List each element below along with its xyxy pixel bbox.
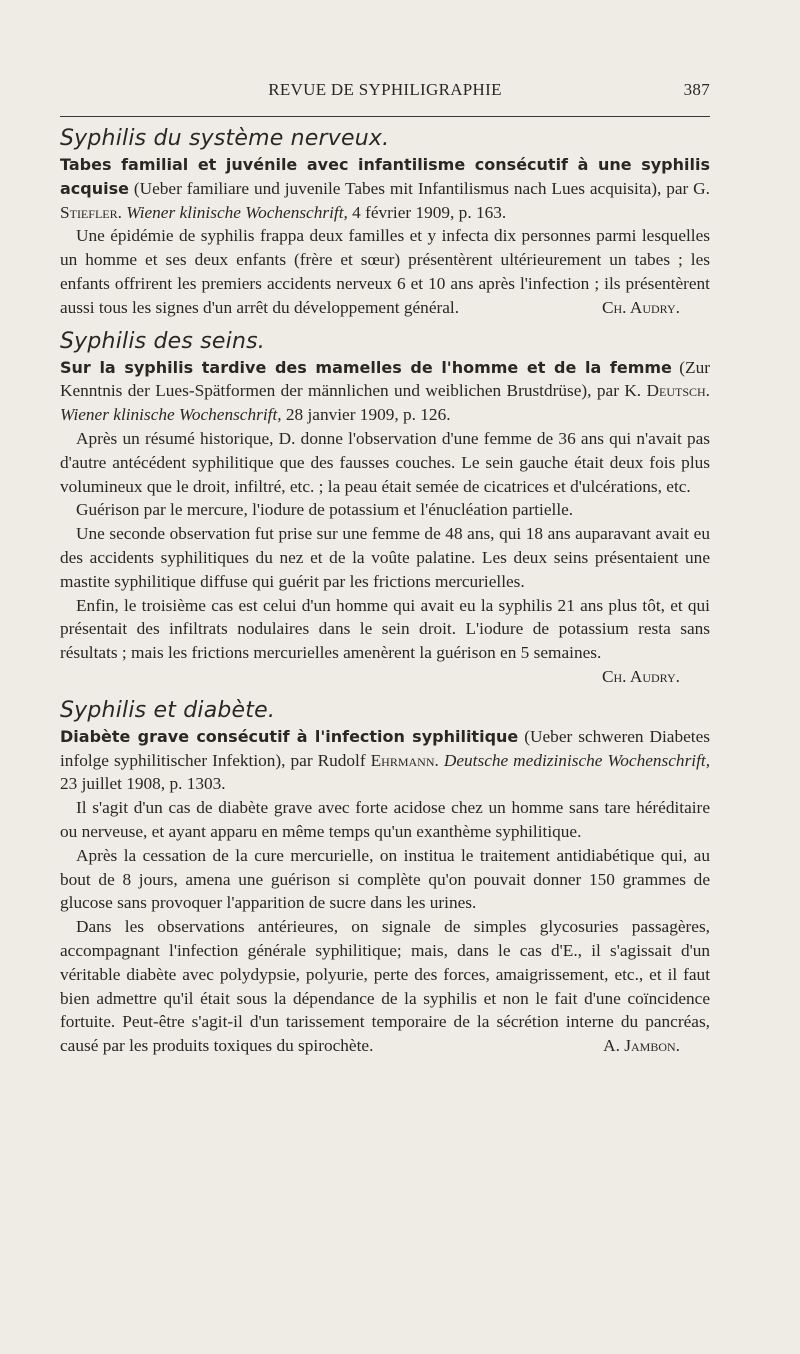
reference-text: (Ueber familiare und juvenile Tabes mit Infantilismus nach Lues acquisita), par G.: [128, 178, 710, 198]
reference-punct: .: [705, 381, 710, 401]
article-title: Sur la syphilis tardive des mamelles de l'homme et de la femme: [60, 357, 672, 377]
bibliographic-reference: [60, 725, 710, 796]
abstract-paragraph: [60, 915, 710, 1058]
article-title: Diabète grave consécutif à l'infection syphilitique: [60, 726, 519, 746]
section-heading: Syphilis des seins.: [60, 328, 265, 354]
author-name: Stiefler: [60, 202, 118, 222]
bibliographic-reference: [60, 356, 710, 427]
reviewer-signature: Ch. Audry.: [601, 297, 680, 317]
abstract-paragraph: Il s'agit d'un cas de diabète grave avec forte acidose chez un homme sans tare héréditaire ou nerveuse, et ayant apparu en même temps qu'un exanthème syphilitique.: [60, 798, 710, 841]
abstract-paragraph: Après la cessation de la cure mercurielle, on institua le traitement antidiabétique qui, au bout de 8 jours, amena une guérison si complète qu'on pouvait donner 150 grammes de glucose sans provoquer l'apparition de sucre dans les urines.: [60, 845, 710, 913]
section-diabetes: [60, 698, 710, 1058]
abstract-paragraph: Une seconde observation fut prise sur une femme de 48 ans, qui 18 ans auparavant avait eu des accidents syphilitiques du nez et de la voûte palatine. Les deux seins présentaient une mastite syphilitique diffuse qui guérit par les frictions mercurielles.: [60, 524, 710, 591]
reference-text: (Ueber schweren Diabetes infolge syphilitischer Infektion), par Rudolf: [60, 726, 710, 770]
bibliographic-reference: [60, 153, 710, 224]
journal-name: Wiener klinische Wochenschrift,: [60, 405, 282, 425]
paragraph-text: Enfin, le troisième cas est celui d'un homme qui avait eu la syphilis 21 ans plus tôt, et qui présentait des infiltrats nodulaires dans le sein droit. L'iodure de potassium resta sans résultats ; mais les frictions mercurielles amenèrent la guérison en 5 semaines.: [60, 595, 710, 663]
reference-text: (Zur Kenntnis der Lues-Spätformen der männlichen und weiblichen Brustdrüse), par K.: [60, 357, 710, 401]
author-name: Deutsch: [646, 381, 706, 401]
abstract-paragraph: Après un résumé historique, D. donne l'observation d'une femme de 36 ans qui n'avait pas d'autre antécédent syphilitique que des fausses couches. Le sein gauche était deux fois plus volumineux que le droit, infiltré, etc. ; la peau était semée de cicatrices et d'ulcérations, etc.: [60, 428, 710, 496]
section-nervous-system: [60, 126, 710, 320]
abstract-paragraph: [60, 594, 710, 689]
abstract-paragraph: Guérison par le mercure, l'iodure de potassium et l'énucléation partielle.: [76, 500, 574, 520]
author-name: Ehrmann: [370, 750, 435, 770]
page-number: 387: [683, 80, 710, 99]
paragraph-text: Une épidémie de syphilis frappa deux familles et y infecta dix personnes parmi lesquelles un homme et ses deux enfants (frère et sœur) présentèrent ultérieurement un tabes ; les enfants offrirent les premiers accidents nerveux 6 et 10 ans après l'infection ; ils présentèrent aussi tous les signes d'un arrêt du développement général.: [60, 226, 710, 317]
reviewer-signature: Ch. Audry.: [601, 666, 680, 686]
header-rule: [60, 116, 710, 117]
publication-date: 4 février 1909, p. 163.: [347, 202, 507, 222]
reference-punct: .: [434, 750, 444, 770]
journal-name: Wiener klinische Wochenschrift,: [126, 202, 348, 222]
journal-page: [60, 80, 710, 1058]
section-breasts: [60, 329, 710, 689]
publication-date: 23 juillet 1908, p. 1303.: [60, 774, 226, 794]
running-head: [60, 80, 710, 104]
section-heading: Syphilis du système nerveux.: [60, 126, 390, 151]
abstract-paragraph: [60, 224, 710, 319]
reviewer-signature: A. Jambon.: [603, 1036, 680, 1056]
article-title: Tabes familial et juvénile avec infantilisme consécutif à une syphilis acquise: [60, 155, 710, 198]
section-heading: Syphilis et diabète.: [60, 697, 276, 723]
publication-date: 28 janvier 1909, p. 126.: [281, 405, 451, 425]
journal-title: REVUE DE SYPHILIGRAPHIE: [268, 80, 502, 99]
reference-punct: .: [117, 202, 127, 222]
paragraph-text: Dans les observations antérieures, on signale de simples glycosuries passagères, accompagnant l'infection générale syphilitique; mais, dans le cas d'E., il s'agissait d'un véritable diabète avec polydypsie, polyurie, perte des forces, amaigrissement, etc., et il faut bien admettre qu'il était sous la dépendance de la syphilis et non le fait d'une coïncidence fortuite. Peut-être s'agit-il d'un tarissement temporaire de la sécrétion interne du pancréas, causé par les produits toxiques du spirochète.: [60, 917, 710, 1056]
journal-name: Deutsche medizinische Wochenschrift,: [443, 750, 711, 770]
